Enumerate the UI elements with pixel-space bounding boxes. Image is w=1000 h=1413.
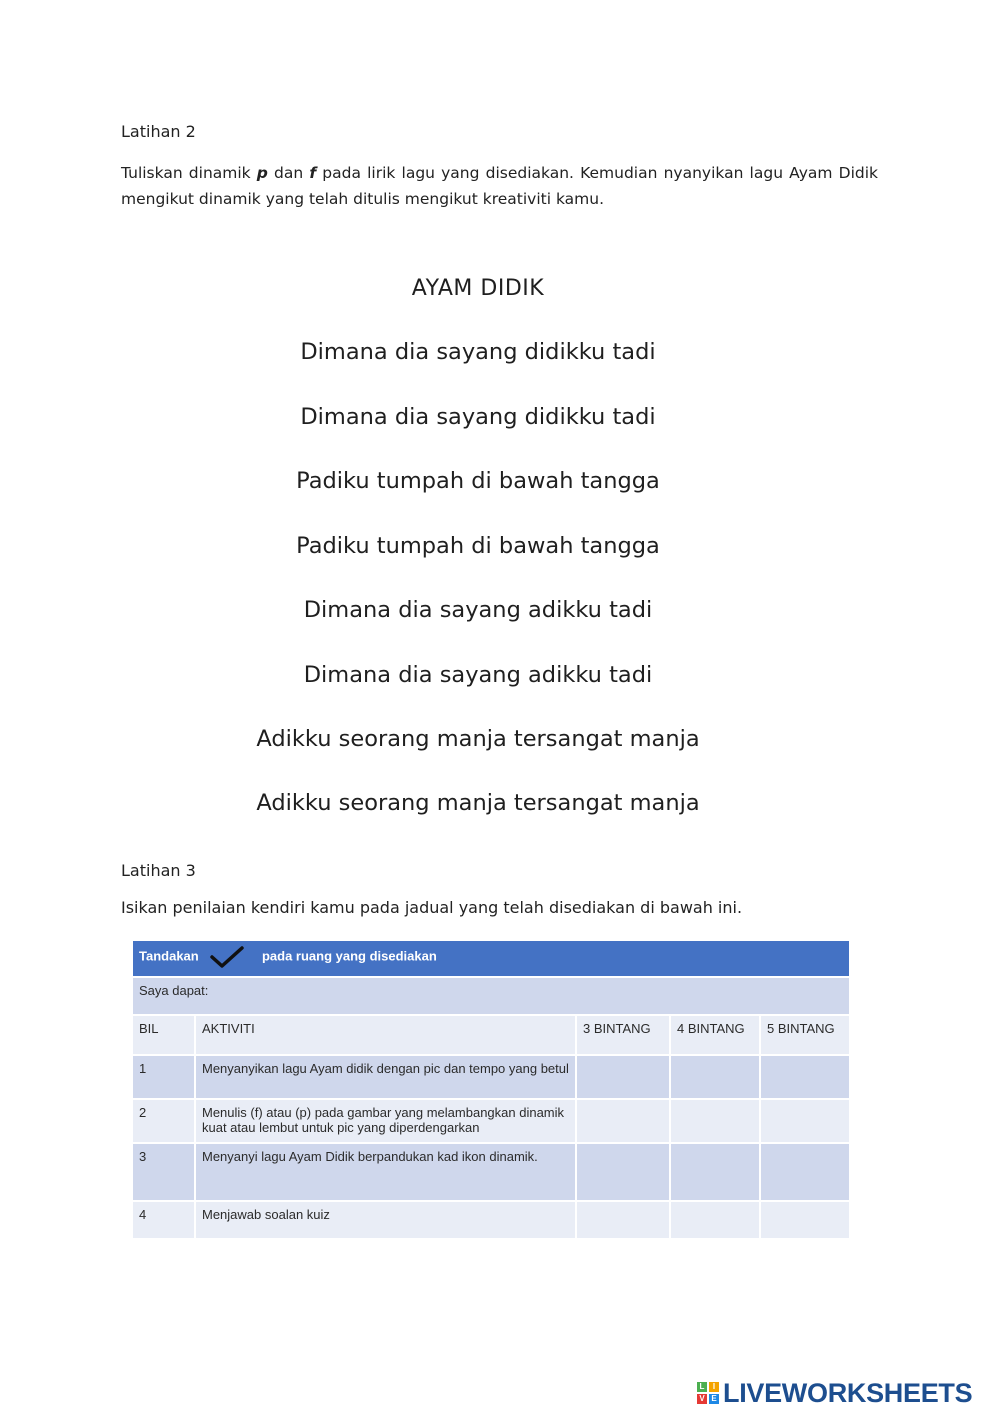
col-3-bintang: 3 BINTANG — [576, 1015, 670, 1055]
row-bil: 3 — [133, 1143, 195, 1201]
lyric-line: Padiku tumpah di bawah tangga — [296, 533, 660, 559]
liveworksheets-logo[interactable] — [697, 1378, 972, 1408]
rating-cell-4[interactable] — [670, 1055, 760, 1099]
rating-cell-4[interactable] — [670, 1099, 760, 1143]
rating-cell-4[interactable] — [670, 1143, 760, 1201]
latihan2-heading: Latihan 2 — [121, 122, 196, 141]
rating-cell-3[interactable] — [576, 1143, 670, 1201]
self-assessment-table — [133, 941, 849, 1240]
lyric-line: Dimana dia sayang didikku tadi — [300, 404, 656, 430]
table-row — [133, 1055, 849, 1099]
row-bil: 2 — [133, 1099, 195, 1143]
row-aktiviti: Menjawab soalan kuiz — [195, 1201, 576, 1239]
row-aktiviti: Menyanyi lagu Ayam Didik berpandukan kad ikon dinamik. — [195, 1143, 576, 1201]
row-aktiviti: Menulis (f) atau (p) pada gambar yang melambangkan dinamik kuat atau lembut untuk pic yang diperdengarkan — [195, 1099, 576, 1143]
latihan3-heading: Latihan 3 — [121, 861, 196, 880]
table-subheader: Saya dapat: — [133, 977, 849, 1015]
rating-cell-5[interactable] — [760, 1055, 849, 1099]
latihan3-instruction: Isikan penilaian kendiri kamu pada jadual yang telah disediakan di bawah ini. — [121, 898, 743, 917]
table-row — [133, 1099, 849, 1143]
rating-cell-5[interactable] — [760, 1099, 849, 1143]
lyric-line: Padiku tumpah di bawah tangga — [296, 468, 660, 494]
col-aktiviti: AKTIVITI — [195, 1015, 576, 1055]
table-column-headers — [133, 1015, 849, 1055]
col-bil: BIL — [133, 1015, 195, 1055]
rating-cell-5[interactable] — [760, 1143, 849, 1201]
song-title: AYAM DIDIK — [411, 276, 545, 301]
lyric-line: Adikku seorang manja tersangat manja — [256, 726, 700, 752]
rating-cell-5[interactable] — [760, 1201, 849, 1239]
rating-cell-3[interactable] — [576, 1055, 670, 1099]
lyric-line: Dimana dia sayang adikku tadi — [303, 662, 653, 688]
checkmark-icon — [210, 946, 244, 968]
row-bil: 4 — [133, 1201, 195, 1239]
logo-text: LIVEWORKSHEETS — [723, 1377, 973, 1408]
row-bil: 1 — [133, 1055, 195, 1099]
rating-cell-4[interactable] — [670, 1201, 760, 1239]
lyric-line: Dimana dia sayang adikku tadi — [303, 597, 653, 623]
table-instruction: Tandakan pada ruang yang disediakan — [133, 941, 849, 977]
rating-cell-3[interactable] — [576, 1099, 670, 1143]
lyric-line: Dimana dia sayang didikku tadi — [300, 339, 656, 365]
table-subheader-row — [133, 977, 849, 1015]
logo-mark-icon: L I V E — [697, 1382, 719, 1404]
col-4-bintang: 4 BINTANG — [670, 1015, 760, 1055]
table-header-row — [133, 941, 849, 977]
table-row — [133, 1143, 849, 1201]
row-aktiviti: Menyanyikan lagu Ayam didik dengan pic dan tempo yang betul — [195, 1055, 576, 1099]
latihan2-instruction: Tuliskan dinamik p dan f pada lirik lagu yang disediakan. Kemudian nyanyikan lagu Ayam Didik mengikut dinamik yang telah ditulis mengikut kreativiti kamu. — [121, 164, 878, 208]
rating-cell-3[interactable] — [576, 1201, 670, 1239]
col-5-bintang: 5 BINTANG — [760, 1015, 849, 1055]
table-row — [133, 1201, 849, 1239]
lyric-line: Adikku seorang manja tersangat manja — [256, 790, 700, 816]
